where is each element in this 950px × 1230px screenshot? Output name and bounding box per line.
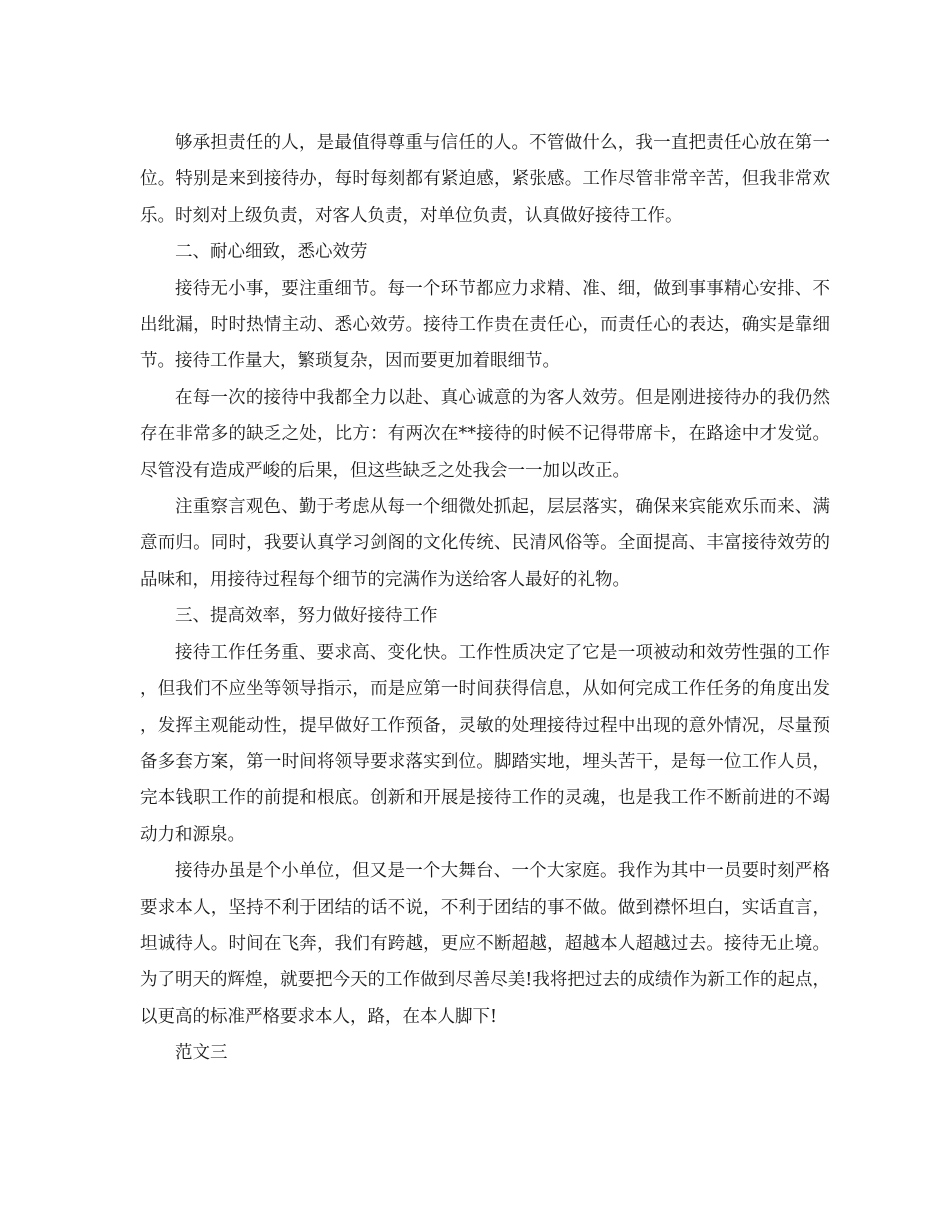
paragraph-responsibility: 够承担责任的人，是最值得尊重与信任的人。不管做什么，我一直把责任心放在第一位。特别是来到接待办，每时每刻都有紧迫感，紧张感。工作尽管非常辛苦，但我非常欢乐。时刻对上级负责，对客人负责，对单位负责，认真做好接待工作。 [140, 133, 830, 226]
paragraph-team: 接待办虽是个小单位，但又是一个大舞台、一个大家庭。我作为其中一员要时刻严格要求本人，坚持不利于团结的话不说，不利于团结的事不做。做到襟怀坦白，实话直言，坦诚待人。时间在飞奔，我们有跨越，更应不断超越，超越本人超越过去。接待无止境。为了明天的辉煌，就要把今天的工作做到尽善尽美!我将把过去的成绩作为新工作的起点，以更高的标准严格要求本人，路，在本人脚下! [140, 861, 830, 1027]
paragraph-shortcomings: 在每一次的接待中我都全力以赴、真心诚意的为客人效劳。但是刚进接待办的我仍然存在非常多的缺乏之处，比方：有两次在**接待的时候不记得带席卡，在路途中才发觉。尽管没有造成严峻的后果，但这些缺乏之处我会一一加以改正。 [140, 387, 830, 481]
document-body [140, 125, 830, 1072]
section-heading-sample-three: 范文三 [175, 1043, 228, 1064]
paragraph-details: 接待无小事，要注重细节。每一个环节都应力求精、准、细，做到事事精心安排、不出纰漏，时时热情主动、悉心效劳。接待工作贵在责任心，而责任心的表达，确实是靠细节。接待工作量大，繁琐复杂，因而要更加着眼细节。 [140, 278, 830, 372]
paragraph-observation: 注重察言观色、勤于考虑从每一个细微处抓起，层层落实，确保来宾能欢乐而来、满意而归。同时，我要认真学习剑阁的文化传统、民清风俗等。全面提高、丰富接待效劳的品味和，用接待过程每个细节的完满作为送给客人最好的礼物。 [140, 497, 830, 590]
paragraph-workload: 接待工作任务重、要求高、变化快。工作性质决定了它是一项被动和效劳性强的工作，但我们不应坐等领导指示，而是应第一时间获得信息，从如何完成工作任务的角度出发，发挥主观能动性，提早做好工作预备，灵敏的处理接待过程中出现的意外情况，尽量预备多套方案，第一时间将领导要求落实到位。脚踏实地，埋头苦干，是每一位工作人员，完本钱职工作的前提和根底。创新和开展是接待工作的灵魂，也是我工作不断前进的不竭动力和源泉。 [140, 642, 830, 845]
section-heading-patience: 二、耐心细致，悉心效劳 [175, 242, 368, 263]
section-heading-efficiency: 三、提高效率，努力做好接待工作 [175, 606, 438, 627]
